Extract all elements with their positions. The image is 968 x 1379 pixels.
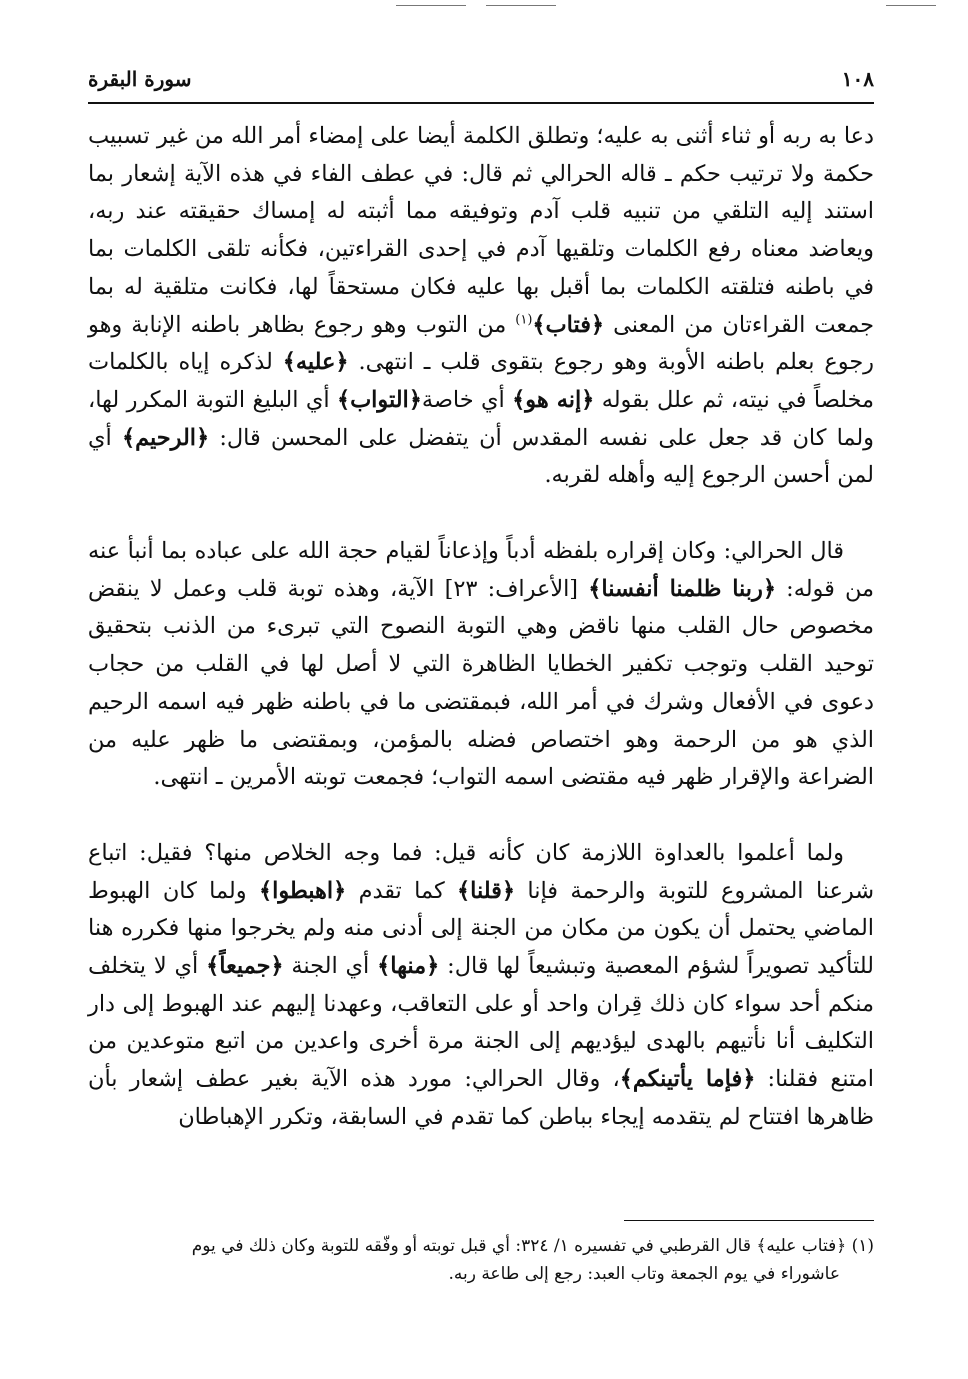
text-run: ولما أعلموا بالعداوة اللازمة كان كأنه قيل: فما وجه الخلاص منها؟ فقيل: اتباع شرعنا المشروع للتوبة والرحمة فإنا (88, 839, 875, 904)
text-run: أي الجنة (283, 953, 378, 980)
text-run: قال الحرالي: وكان إقراره بلفظه أدباً وإذعاناً لقيام حجة الله على عباده بما أنبأ عنه من قوله: (88, 538, 875, 602)
quran-quote: ﴿منها﴾ (377, 953, 440, 980)
quran-quote: ﴿قلنا﴾ (457, 877, 515, 904)
quran-quote: ﴿التواب﴾ (336, 386, 422, 413)
text-run: من التوب وهو رجوع بظاهر باطنه الإنابة وهو رجوع بعلم باطنه الأوبة وهو رجوع بتقوى قلب ـ انتهى. (88, 311, 874, 376)
quran-quote: ﴿فتاب﴾ (532, 311, 605, 338)
paragraph (88, 835, 874, 1137)
paragraph (88, 533, 874, 797)
header-rule (88, 102, 874, 104)
footnote-text: عاشوراء في يوم الجمعة وتاب العبد: رجع إلى طاعة ربه. (448, 1264, 840, 1284)
text-run: أي لا يتخلف منكم أحد سواء كان ذلك قِران واحد أو على التعاقب، وعهدنا إليهم عند الهبوط إلى دار التكليف أنا نأتيهم بالهدى ليؤديهم إلى الجنة مرة أخرى واعدين من اتبع متوعدين من امتنع فقلنا: (88, 953, 874, 1093)
page-number: ١٠٨ (841, 67, 874, 91)
footnote-ref: (١) (515, 312, 533, 328)
quran-quote: ﴿اهبطوا﴾ (258, 877, 347, 904)
text-run: دعا به ربه أو ثناء أثنى به عليه؛ وتطلق الكلمة أيضا على إمضاء أمر الله من غير تسبيب حكمة ولا ترتيب حكم ـ قاله الحرالي ثم قال: في عطف الفاء في هذه الآية إشعار بما استند إليه التلقي من تنبيه قلب آدم وتوفيقه مما أثبته له إمساك حقيقته عند ربه، ويعاضد معناه رفع الكلمات وتلقيها آدم في إحدى القراءتين، فكأنه تلقى الكلمات بما في باطنه فتلقته الكلمات بما أقبل بها عليه فكان مستحقاً لها، فكانت متلقية له بما جمعت القراءتان من المعنى (88, 123, 874, 338)
surah-title: سورة البقرة (88, 67, 192, 91)
quran-quote: ﴿ربنا ظلمنا أنفسنا﴾ (588, 575, 776, 602)
footnote-line (88, 1232, 874, 1260)
text-run: كما تقدم (346, 877, 458, 904)
main-text (88, 118, 874, 1137)
scan-artifact (396, 5, 466, 6)
paragraph-gap (88, 495, 874, 533)
text-run: أي خاصة (421, 386, 513, 413)
footnotes (88, 1232, 874, 1288)
text-run: لذكره إياه بالكلمات مخلصاً في نيته، ثم علل بقوله (88, 349, 874, 413)
footnote-rule (624, 1220, 874, 1221)
quran-quote: ﴿فإما يأتينكم﴾ (619, 1066, 756, 1093)
paragraph-gap (88, 797, 874, 835)
text-run: [الأعراف: ٢٣] الآية، وهذه توبة قلب وعمل لا ينقض مخصوص حال القلب منها ناقض وهي التوبة النصوح التي تبرىء من الذنب بتحقيق توحيد القلب وتوجب تكفير الخطايا الظاهرة التي لا أصل لها في القلب من حجاب دعوى في الأفعال وشرك في أمر الله، فبمقتضى ما في باطنه ظهر فيه اسمه الرحيم الذي هو من الرحمة وهو اختصاص فضله بالمؤمن، وبمقتضى ما ظهر عليه من الضراعة والإقرار ظهر فيه مقتضى اسمه التواب؛ فجمعت توبته الأمرين ـ انتهى. (88, 575, 874, 791)
paragraph (88, 118, 874, 495)
quran-quote: ﴿عليه﴾ (282, 349, 349, 376)
quran-quote: ﴿الرحيم﴾ (121, 424, 210, 451)
running-header (88, 62, 874, 96)
text-run: أي لمن أحسن الرجوع إليه وأهله لقربه. (88, 424, 874, 489)
quran-quote: ﴿إنه هو﴾ (512, 386, 595, 413)
scan-artifact (486, 5, 556, 6)
footnote-line (88, 1260, 874, 1288)
text-run: ولما كان الهبوط الماضي يحتمل أن يكون من مكان من الجنة إلى أدنى منه ولم يخرجوا منها فكرره هنا للتأكيد تصويراً لشؤم المعصية وتبشيعاً لها قال: (88, 877, 874, 980)
text-run: ، وقال الحرالي: مورد هذه الآية بغير عطف إشعار بأن ظاهرها افتتاح لم يتقدمه إيجاء بباطن كما تقدم في السابقة، وتكرر الإهباطان (88, 1066, 874, 1130)
scan-artifact (886, 5, 936, 6)
footnote-text: ﴿فتاب عليه﴾ قال القرطبي في تفسيره ١/ ٣٢٤: أي قبل توبته أو وفّقه للتوبة وكان ذلك في يوم (191, 1236, 847, 1256)
text-run: أي البليغ التوبة المكرر لها، ولما كان قد جعل على نفسه المقدس أن يتفضل على المحسن قال: (88, 386, 874, 451)
quran-quote: ﴿جميعاً﴾ (206, 953, 284, 980)
footnote-number: (١) (851, 1236, 874, 1256)
